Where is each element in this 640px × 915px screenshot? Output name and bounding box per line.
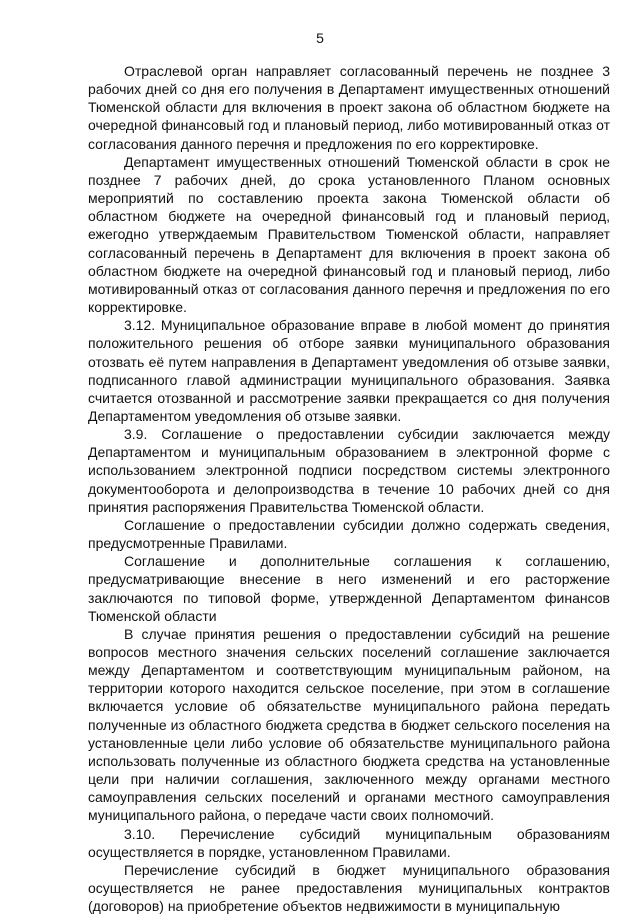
- document-body: [88, 62, 610, 915]
- paragraph-sector-body-submission: Отраслевой орган направляет согласованный перечень не позднее 3 рабочих дней со дня его получения в Департамент имущественных отношений Тюменской области для включения в проект закона об областном бюджете на очередной финансовый год и плановый период, либо мотивированный отказ от согласования данного перечня и предложения по его корректировке.: [88, 63, 610, 152]
- page-number: 5: [316, 30, 324, 46]
- paragraph-clause-3-10-transfer: 3.10. Перечисление субсидий муниципальным образованиям осуществляется в порядке, установленном Правилами.: [88, 825, 610, 860]
- paragraph-additional-agreements: Соглашение и дополнительные соглашения к соглашению, предусматривающие внесение в него изменений и его расторжение заключаются по типовой форме, утвержденной Департаментом финансов Тюменской области: [88, 553, 610, 624]
- paragraph-clause-3-12-withdrawal: 3.12. Муниципальное образование вправе в любой момент до принятия положительного решения об отборе заявки муниципального образования отозвать её путем направления в Департамент уведомления об отзыве заявки, подписанного главой администрации муниципального образования. Заявка считается отозванной и рассмотрение заявки прекращается со дня получения Департаментом уведомления об отзыве заявки.: [88, 317, 610, 424]
- paragraph-clause-3-9-agreement: 3.9. Соглашение о предоставлении субсидии заключается между Департаментом и муниципальным образованием в электронной форме с использованием электронной подписи посредством системы электронного документооборота и делопроизводства в течение 10 рабочих дней со дня принятия распоряжения Правительства Тюменской области.: [88, 426, 610, 515]
- paragraph-transfer-conditions: Перечисление субсидий в бюджет муниципального образования осуществляется не ранее предоставления муниципальных контрактов (договоров) на приобретение объектов недвижимости в муниципальную: [88, 861, 610, 915]
- paragraph-agreement-content: Соглашение о предоставлении субсидии должно содержать сведения, предусмотренные Правилами.: [88, 516, 610, 552]
- paragraph-property-department-submission: Департамент имущественных отношений Тюменской области в срок не позднее 7 рабочих дней, до срока установленного Планом основных мероприятий по составлению проекта закона Тюменской области об областном бюджете на очередной финансовый год и плановый период, ежегодно утверждаемым Правительством Тюменской области, направляет согласованный перечень в Департамент для включения в проект закона об областном бюджете на очередной финансовый год и плановый период, либо мотивированный отказ от согласования данного перечня и предложения по его корректировке.: [88, 153, 610, 316]
- paragraph-rural-settlements: В случае принятия решения о предоставлении субсидий на решение вопросов местного значения сельских поселений соглашение заключается между Департаментом и соответствующим муниципальным районом, на территории которого находится сельское поселение, при этом в соглашение включается условие об обязательстве муниципального района передать полученные из областного бюджета средства в бюджет сельского поселения на установленные цели либо условие об обязательстве муниципального района использовать полученные из областного бюджета средства на установленные цели при наличии соглашения, заключенного между органами местного самоуправления сельских поселений и органами местного самоуправления муниципального района, о передаче части своих полномочий.: [88, 625, 610, 824]
